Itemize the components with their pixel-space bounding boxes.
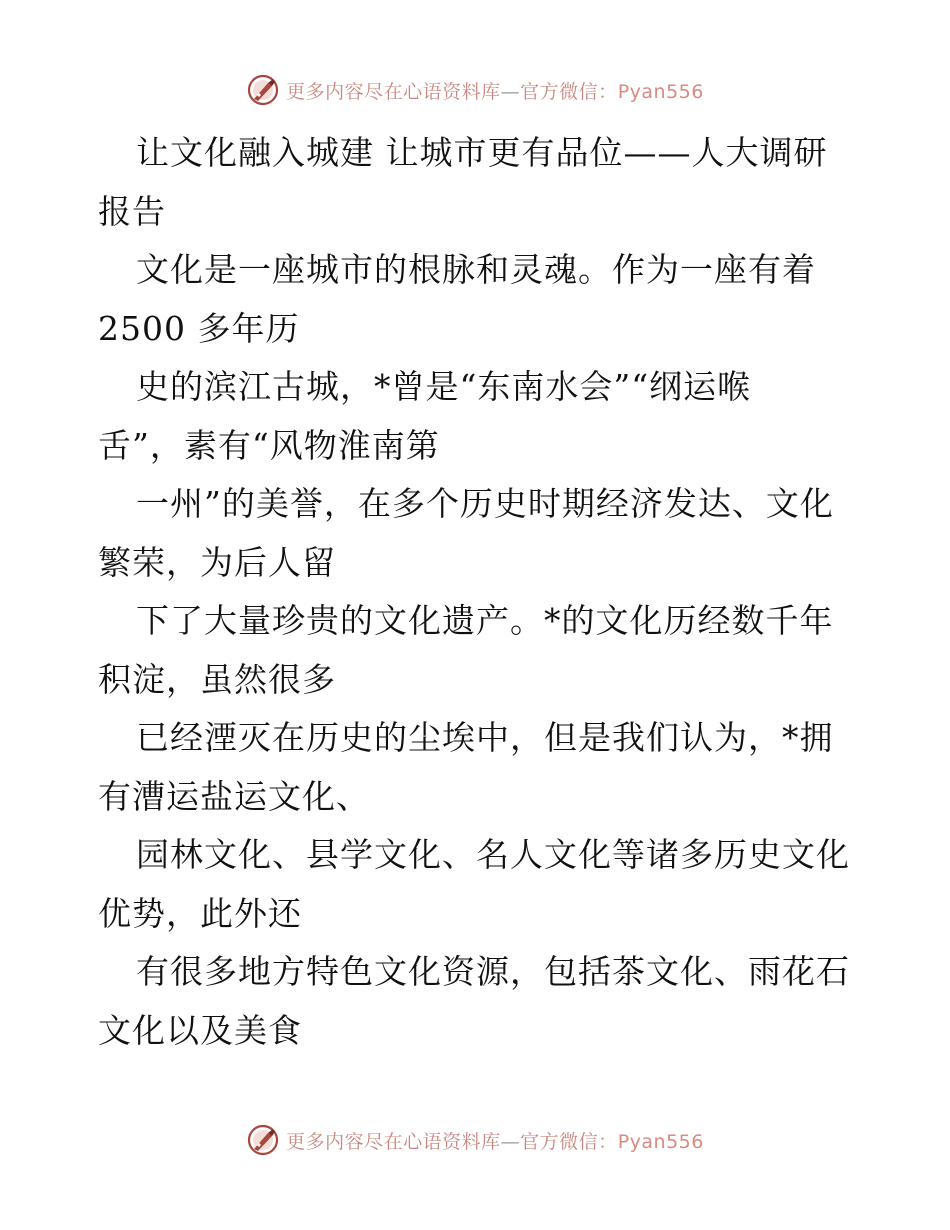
- pen-nib-circle-icon: [246, 1123, 280, 1157]
- document-title-line: 报告: [98, 191, 166, 231]
- paragraph-line: 有漕运盐运文化、: [98, 776, 370, 816]
- header-banner: [0, 70, 950, 110]
- paragraph-line: 积淀，虽然很多: [98, 659, 336, 699]
- paragraph-line: 2500 多年历: [98, 308, 300, 348]
- paragraph-line: 舌”，素有“风物淮南第: [98, 425, 440, 465]
- paragraph-line: 有很多地方特色文化资源，包括茶文化、雨花石: [136, 952, 850, 991]
- paragraph-line: 文化以及美食: [98, 1010, 302, 1050]
- banner-brand-text: 更多内容尽在心语资料库: [286, 80, 501, 103]
- paragraph-line: 下了大量珍贵的文化遗产。*的文化历经数千年: [136, 601, 834, 640]
- paragraph-line: 园林文化、县学文化、名人文化等诸多历史文化: [136, 835, 850, 874]
- banner-separator: —: [500, 80, 521, 103]
- footer-banner: [0, 1120, 950, 1160]
- paragraph-line: 史的滨江古城，*曾是“东南水会”“纲运喉: [136, 367, 752, 406]
- document-title-line: 让文化融入城建 让城市更有品位——人大调研: [136, 133, 828, 172]
- paragraph-line: 优势，此外还: [98, 893, 302, 933]
- banner-text: [286, 77, 704, 104]
- document-body: [98, 124, 868, 1060]
- paragraph-line: 文化是一座城市的根脉和灵魂。作为一座有着: [136, 250, 816, 289]
- paragraph-line: 已经湮灭在历史的尘埃中，但是我们认为，*拥: [136, 718, 834, 757]
- banner-wechat-id: Pyan556: [617, 1130, 704, 1153]
- banner-brand-text: 更多内容尽在心语资料库: [286, 1130, 501, 1153]
- banner-separator: —: [500, 1130, 521, 1153]
- banner-wechat-label: 官方微信：: [520, 1130, 618, 1153]
- banner-text: [286, 1127, 704, 1154]
- paragraph-line: 一州”的美誉，在多个历史时期经济发达、文化: [136, 484, 834, 523]
- banner-wechat-id: Pyan556: [617, 80, 704, 103]
- pen-nib-circle-icon: [246, 73, 280, 107]
- banner-wechat-label: 官方微信：: [520, 80, 618, 103]
- paragraph-line: 繁荣，为后人留: [98, 542, 336, 582]
